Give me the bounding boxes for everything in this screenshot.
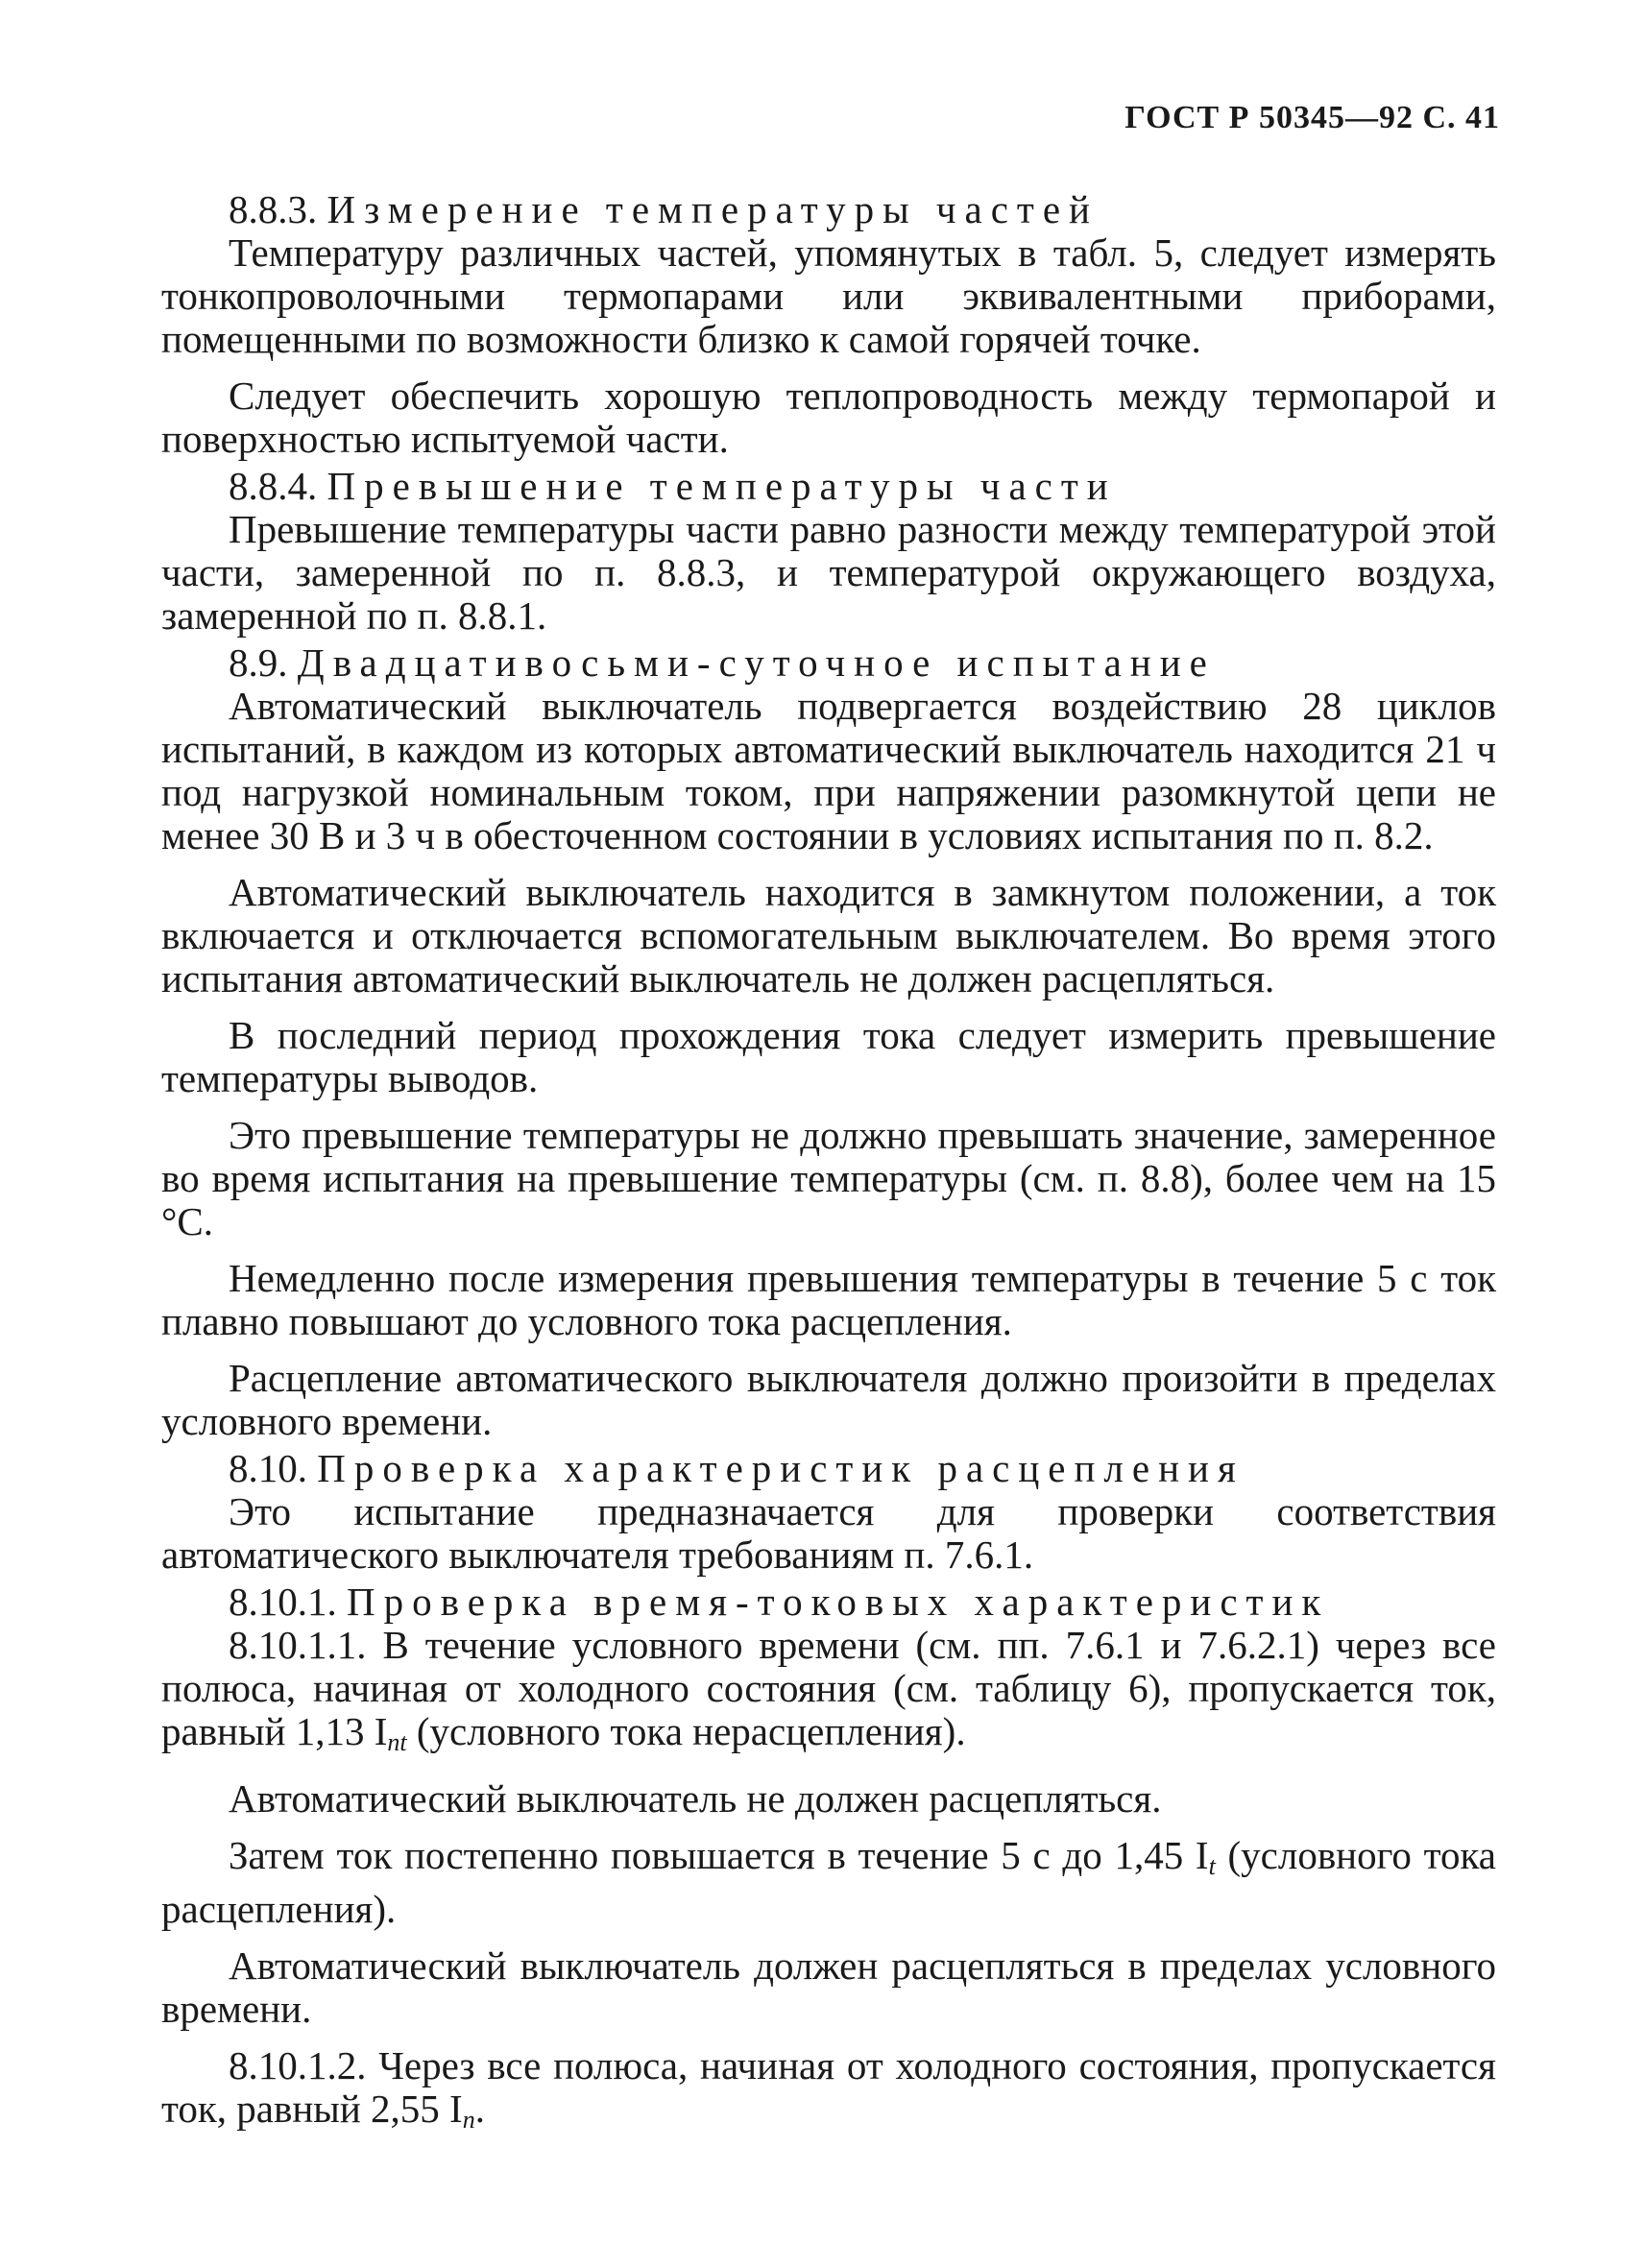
current-subscript: t [1208,1852,1216,1880]
paragraph-text: Затем ток постепенно повышается в течение 5 с до 1,45 I [229,1833,1209,1877]
paragraph: Автоматический выключатель подвергается воздействию 28 циклов испытаний, в каждом из которых автоматический выключатель находится 21 ч под нагрузкой номинальным током, при напряжении разомкнутой цепи не менее 30 В и 3 ч в обесточенном состоянии в условиях испытания по п. 8.2. [161,684,1496,857]
section-number: 8.10. [229,1446,307,1490]
section-heading [161,1447,1496,1490]
paragraph: Это превышение температуры не должно превышать значение, замеренное во время испытания на превышение температуры (см. п. 8.8), более чем на 15 °С. [161,1113,1496,1243]
paragraph: Автоматический выключатель не должен расцепляться. [229,1776,1162,1821]
paragraph: Автоматический выключатель находится в замкнутом положении, а ток включается и отключается вспомогательным выключателем. Во время этого испытания автоматический выключатель не должен расцепляться. [161,870,1496,1001]
paragraph [161,1624,1496,1764]
paragraph: В последний период прохождения тока следует измерить превышение температуры выводов. [161,1013,1496,1100]
paragraph: Автоматический выключатель должен расцепляться в пределах условного времени. [161,1943,1496,2031]
page-header: ГОСТ Р 50345—92 С. 41 [1124,100,1500,135]
paragraph-text: 8.10.1.2. Через все полюса, начиная от холодного состояния, пропускается ток, равный 2,55 I [161,2043,1496,2131]
paragraph: Температуру различных частей, упомянутых в табл. 5, следует измерять тонкопроволочными термопарами или эквивалентными приборами, помещенными по возможности близко к самой горячей точке. [161,230,1496,361]
paragraph [161,2044,1496,2141]
section-heading [161,1580,1496,1624]
section-number: 8.10.1. [229,1580,337,1624]
current-subscript: nt [387,1728,407,1756]
paragraph-text: 8.10.1.1. В течение условного времени (см. пп. 7.6.1 и 7.6.2.1) через все полюса, начиная от холодного состояния (см. таблицу 6), пропускается ток, равный 1,13 I [161,1623,1496,1753]
section-number: 8.8.4. [229,464,318,508]
section-title: Проверка время-токовых характеристик [347,1580,1330,1624]
section-heading [161,188,1496,231]
paragraph: Расцепление автоматического выключателя должно произойти в пределах условного времени. [161,1356,1496,1443]
section-heading [161,465,1496,508]
section-title: Двадцативосьми-суточное испытание [297,640,1216,685]
section-title: Проверка характеристик расцепления [317,1446,1245,1490]
paragraph [161,1834,1496,1931]
paragraph: Следует обеспечить хорошую теплопроводность между термопарой и поверхностью испытуемой части. [161,374,1496,461]
paragraph-text-tail: (условного тока нерасцепления). [406,1709,966,1753]
section-title: Превышение температуры части [326,464,1117,508]
paragraph: Немедленно после измерения превышения температуры в течение 5 с ток плавно повышают до условного тока расцепления. [161,1256,1496,1343]
paragraph-text-tail: (условного тока расцепления). [161,1833,1497,1931]
section-number: 8.8.3. [229,187,318,231]
section-title: Измерение температуры частей [326,187,1099,231]
section-number: 8.9. [229,640,288,685]
current-subscript: n [462,2106,475,2134]
document-body [161,184,1496,2141]
section-heading [161,641,1496,685]
paragraph: Превышение температуры части равно разности между температурой этой части, замеренной по п. 8.8.3, и температурой окружающего воздуха, замеренной по п. 8.8.1. [161,507,1496,638]
paragraph: Это испытание предназначается для проверки соответствия автоматического выключателя требованиям п. 7.6.1. [161,1489,1496,1577]
paragraph-text-tail: . [474,2087,485,2131]
